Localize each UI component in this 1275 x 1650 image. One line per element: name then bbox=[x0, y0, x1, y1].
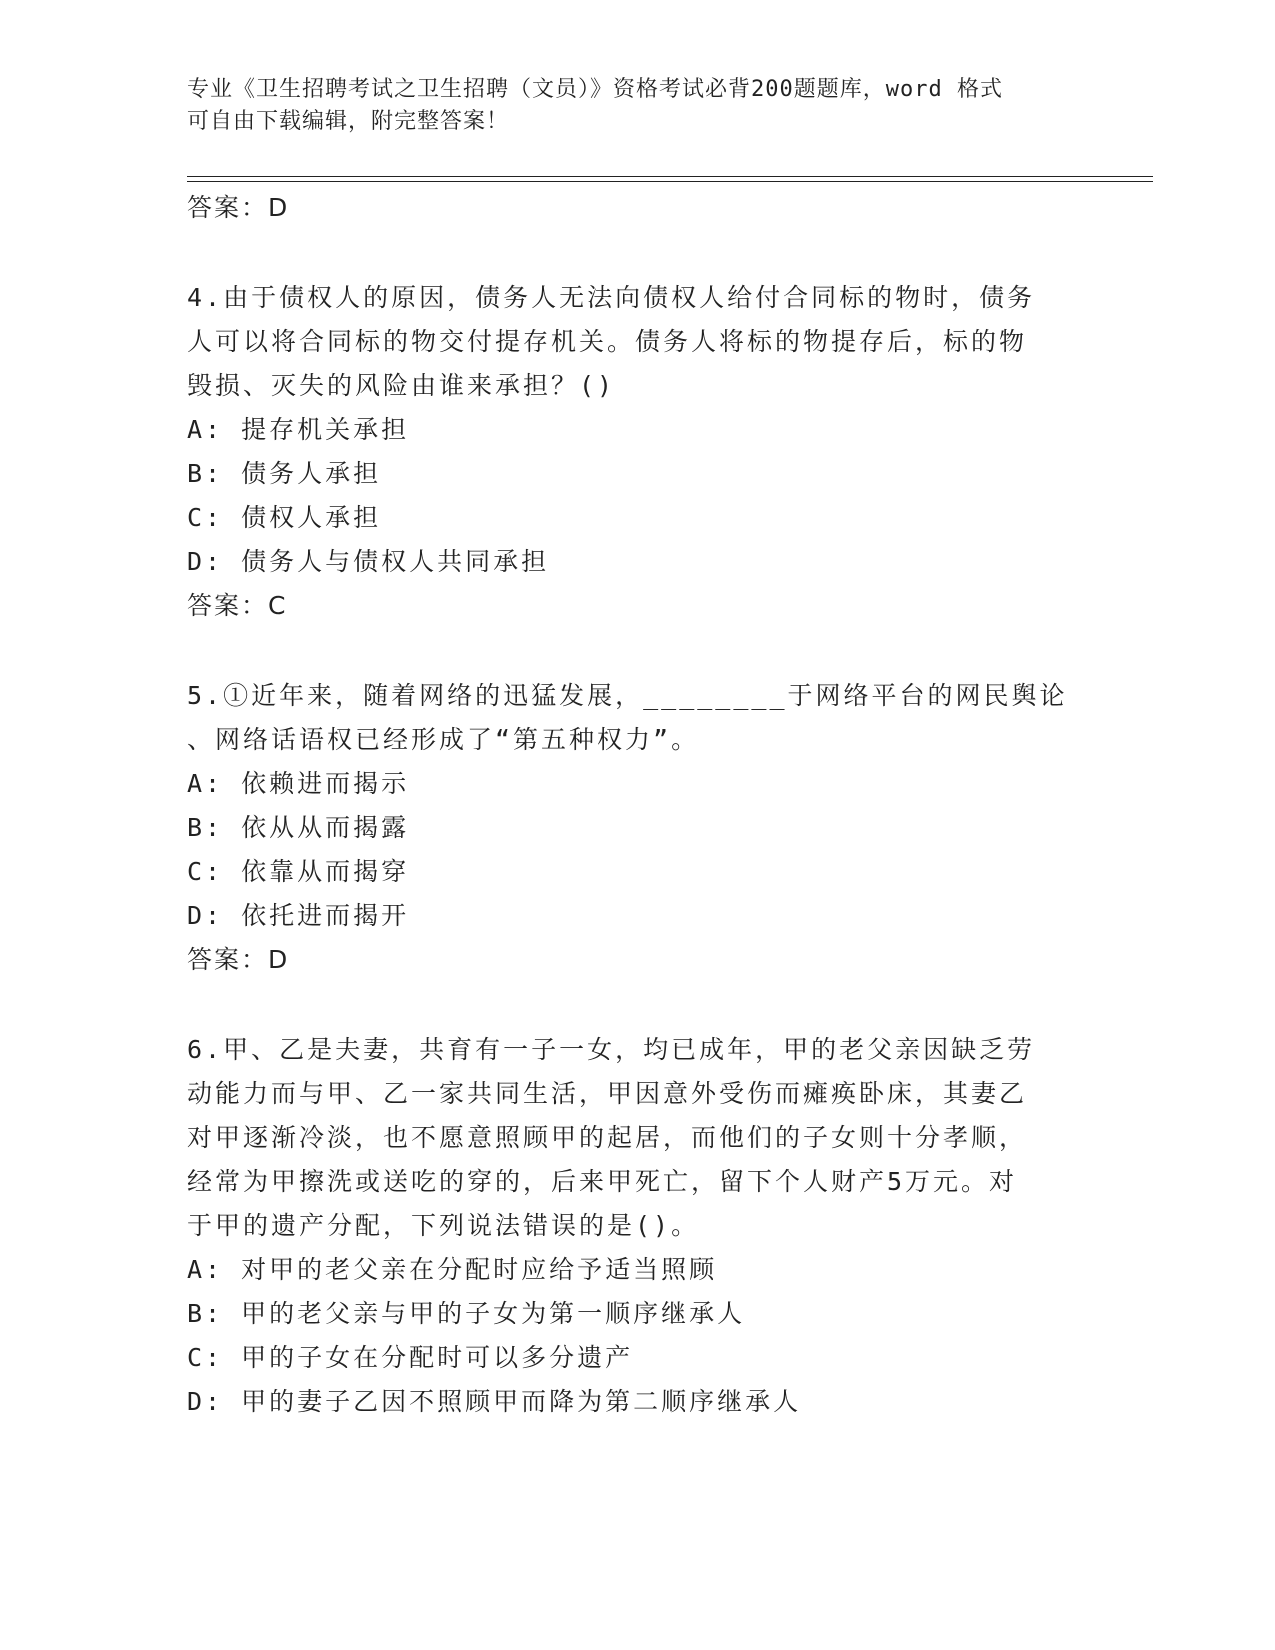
q6-stem-line-2: 动能力而与甲、乙一家共同生活，甲因意外受伤而瘫痪卧床，其妻乙 bbox=[187, 1079, 1028, 1108]
q5-stem-line-1: 5.①近年来，随着网络的迅猛发展，________于网络平台的网民舆论 bbox=[187, 681, 1068, 710]
q6-option-b: B: 甲的老父亲与甲的子女为第一顺序继承人 bbox=[187, 1299, 746, 1328]
q4-stem-line-1: 4.由于债权人的原因，债务人无法向债权人给付合同标的物时，债务 bbox=[187, 283, 1036, 312]
header-title-line-1: 专业《卫生招聘考试之卫生招聘（文员）》资格考试必背200题题库，word 格式 bbox=[187, 77, 1003, 102]
q6-option-c: C: 甲的子女在分配时可以多分遗产 bbox=[187, 1343, 634, 1372]
q6-option-a: A: 对甲的老父亲在分配时应给予适当照顾 bbox=[187, 1255, 718, 1284]
q5-option-a: A: 依赖进而揭示 bbox=[187, 769, 410, 798]
q5-option-b: B: 依从从而揭露 bbox=[187, 813, 410, 842]
header-divider-bottom bbox=[187, 181, 1153, 182]
q5-stem-line-2: 、网络话语权已经形成了“第五种权力”。 bbox=[187, 725, 700, 754]
q4-option-a: A: 提存机关承担 bbox=[187, 415, 410, 444]
document-header bbox=[187, 74, 1067, 138]
q4-option-d: D: 债务人与债权人共同承担 bbox=[187, 547, 550, 576]
header-title-line-2: 可自由下载编辑，附完整答案！ bbox=[187, 109, 510, 134]
q6-stem-line-3: 对甲逐渐冷淡，也不愿意照顾甲的起居，而他们的子女则十分孝顺， bbox=[187, 1123, 1028, 1152]
q4-option-b: B: 债务人承担 bbox=[187, 459, 382, 488]
q5-option-c: C: 依靠从而揭穿 bbox=[187, 857, 410, 886]
q5-answer: 答案：D bbox=[187, 945, 290, 974]
q6-stem-line-1: 6.甲、乙是夫妻，共育有一子一女，均已成年，甲的老父亲因缺乏劳 bbox=[187, 1035, 1036, 1064]
q4-answer: 答案：C bbox=[187, 591, 288, 620]
q4-option-c: C: 债权人承担 bbox=[187, 503, 382, 532]
q4-stem-line-3: 毁损、灭失的风险由谁来承担？() bbox=[187, 371, 616, 400]
q6-stem-line-4: 经常为甲擦洗或送吃的穿的，后来甲死亡，留下个人财产5万元。对 bbox=[187, 1167, 1018, 1196]
header-divider-top bbox=[187, 176, 1153, 177]
q5-option-d: D: 依托进而揭开 bbox=[187, 901, 410, 930]
q6-stem-line-5: 于甲的遗产分配，下列说法错误的是()。 bbox=[187, 1211, 700, 1240]
q6-option-d: D: 甲的妻子乙因不照顾甲而降为第二顺序继承人 bbox=[187, 1387, 802, 1416]
previous-answer: 答案：D bbox=[187, 193, 290, 222]
q4-stem-line-2: 人可以将合同标的物交付提存机关。债务人将标的物提存后，标的物 bbox=[187, 327, 1028, 356]
